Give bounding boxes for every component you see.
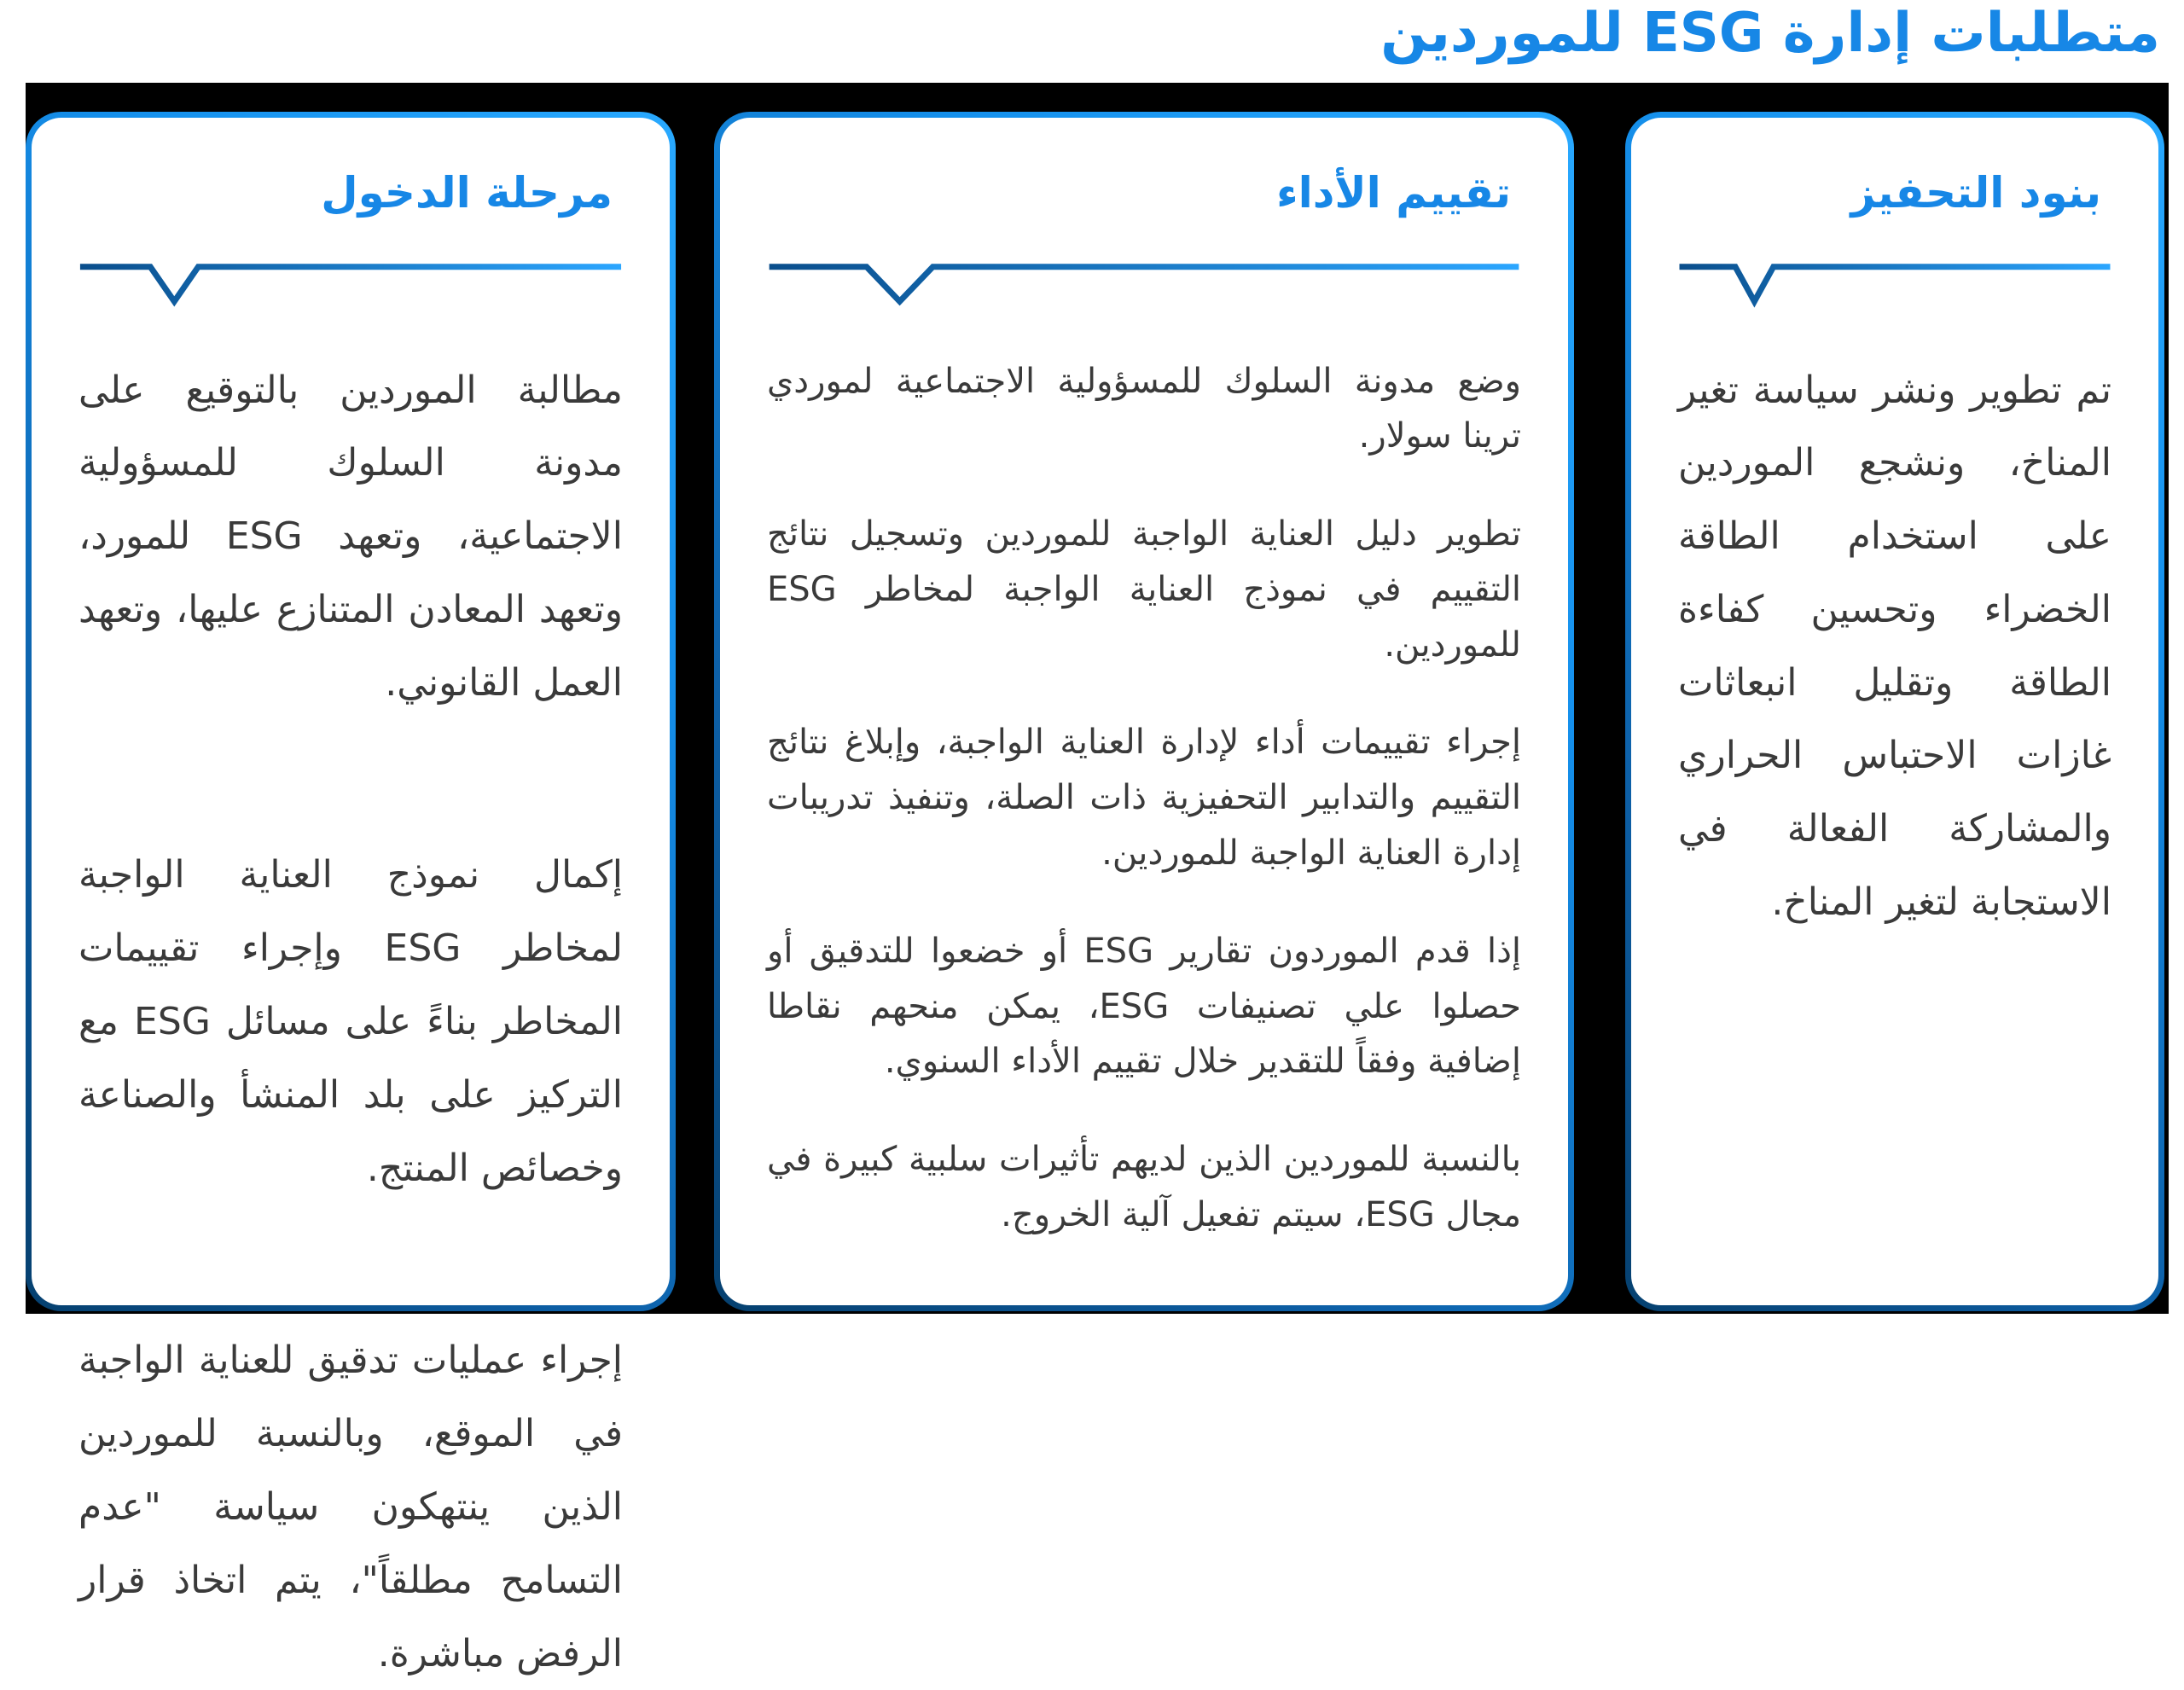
card-paragraph: إجراء عمليات تدقيق للعناية الواجبة في الموقع، وبالنسبة للموردين الذين ينتهكون سياسة "عدم التسامح مطلقاً"، يتم اتخاذ قرار الرفض مباشرة. bbox=[78, 1324, 623, 1690]
card-paragraph: إكمال نموذج العناية الواجبة لمخاطر ESG وإجراء تقييمات المخاطر بناءً على مسائل ESG مع التركيز على بلد المنشأ والصناعة وخصائص المنتج. bbox=[78, 839, 623, 1205]
card-body bbox=[1678, 354, 2111, 939]
title-underline-notch-icon bbox=[1678, 260, 2111, 310]
card-entry-stage bbox=[26, 112, 676, 1311]
card-body bbox=[78, 354, 623, 1690]
card-performance-evaluation-inner bbox=[720, 118, 1568, 1305]
card-paragraph: تم تطوير ونشر سياسة تغير المناخ، ونشجع الموردين على استخدام الطاقة الخضراء وتحسين كفاءة الطاقة وتقليل انبعاثات غازات الاحتباس الحراري والمشاركة الفعالة في الاستجابة لتغير المناخ. bbox=[1678, 354, 2111, 939]
card-incentive-clauses bbox=[1625, 112, 2164, 1311]
card-performance-evaluation bbox=[714, 112, 1574, 1311]
card-incentive-clauses-inner bbox=[1631, 118, 2158, 1305]
card-entry-stage-inner bbox=[32, 118, 670, 1305]
card-paragraph: تطوير دليل العناية الواجبة للموردين وتسجيل نتائج التقييم في نموذج العناية الواجبة لمخاطر ESG للموردين. bbox=[767, 507, 1521, 672]
card-title-performance-evaluation: تقييم الأداء bbox=[767, 162, 1511, 224]
card-body bbox=[767, 354, 1521, 1243]
title-underline-notch-icon bbox=[767, 260, 1521, 310]
title-underline-notch-icon bbox=[78, 260, 623, 310]
card-paragraph: مطالبة الموردين بالتوقيع على مدونة السلوك للمسؤولية الاجتماعية، وتعهد ESG للمورد، وتعهد المعادن المتنازع عليها، وتعهد العمل القانوني. bbox=[78, 354, 623, 720]
card-paragraph: بالنسبة للموردين الذين لديهم تأثيرات سلبية كبيرة في مجال ESG، سيتم تفعيل آلية الخروج. bbox=[767, 1132, 1521, 1243]
card-title-incentive-clauses: بنود التحفيز bbox=[1678, 162, 2101, 224]
card-paragraph: إذا قدم الموردون تقارير ESG أو خضعوا للتدقيق أو حصلوا علي تصنيفات ESG، يمكن منحهم نقاطا إضافية وفقاً للتقدير خلال تقييم الأداء السنوي. bbox=[767, 924, 1521, 1089]
card-paragraph: وضع مدونة السلوك للمسؤولية الاجتماعية لموردي ترينا سولار. bbox=[767, 354, 1521, 465]
card-title-entry-stage: مرحلة الدخول bbox=[78, 162, 613, 224]
card-paragraph: إجراء تقييمات أداء لإدارة العناية الواجبة، وإبلاغ نتائج التقييم والتدابير التحفيزية ذات الصلة، وتنفيذ تدريبات إدارة العناية الواجبة للموردين. bbox=[767, 715, 1521, 880]
page-title: متطلبات إدارة ESG للموردين bbox=[1380, 2, 2160, 65]
